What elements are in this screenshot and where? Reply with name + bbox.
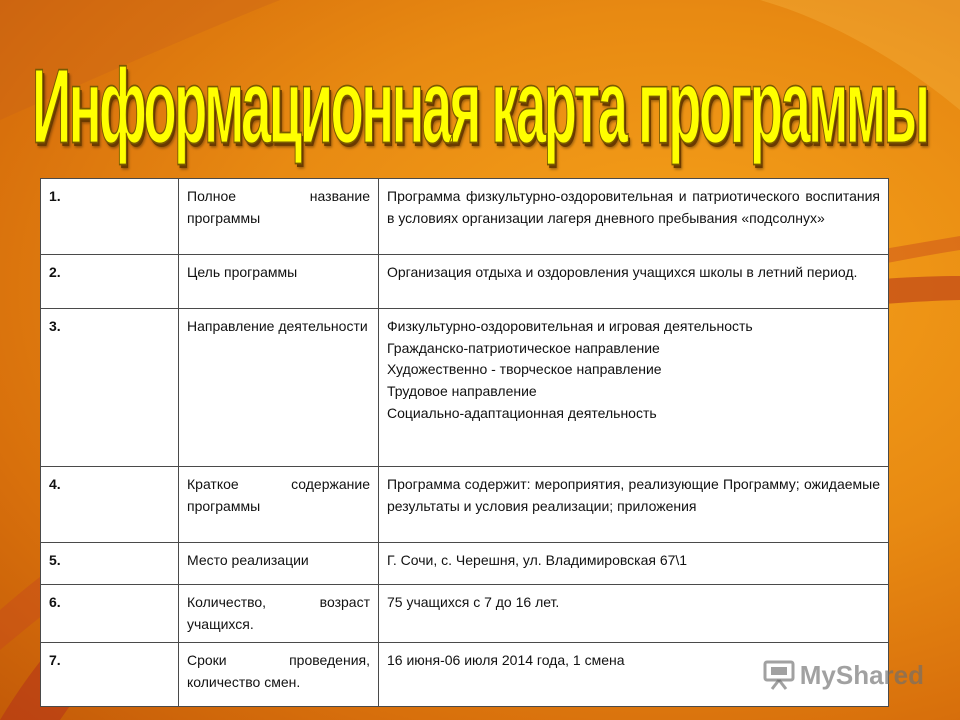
row-content <box>379 309 889 467</box>
row-label: Цель программы <box>179 255 379 309</box>
table-row <box>41 467 889 543</box>
table-row <box>41 309 889 467</box>
direction-item: Гражданско-патриотическое направление <box>387 339 660 356</box>
direction-item: Трудовое направление <box>387 383 537 400</box>
info-table <box>40 178 889 707</box>
row-label: Полное название программы <box>179 179 379 255</box>
table-row <box>41 585 889 643</box>
row-number: 6. <box>41 585 179 643</box>
direction-item: Физкультурно-оздоровительная и игровая деятельность <box>387 318 753 334</box>
title-area <box>0 42 960 172</box>
row-label: Направление деятельности <box>179 309 379 467</box>
row-content: Г. Сочи, с. Черешня, ул. Владимировская 67\1 <box>379 543 889 585</box>
row-number: 7. <box>41 643 179 707</box>
watermark-text: MyShared <box>799 659 924 690</box>
table-row <box>41 543 889 585</box>
row-label: Краткое содержание программы <box>179 467 379 543</box>
row-label: Сроки проведения, количество смен. <box>179 643 379 707</box>
direction-item: Художественно - творческое направление <box>387 361 662 378</box>
presentation-icon <box>762 658 796 692</box>
row-label: Место реализации <box>179 543 379 585</box>
watermark <box>762 658 924 692</box>
row-label: Количество, возраст учащихся. <box>179 585 379 643</box>
table-row <box>41 179 889 255</box>
row-content: Программа содержит: мероприятия, реализующие Программу; ожидаемые результаты и условия реализации; приложения <box>379 467 889 543</box>
row-number: 3. <box>41 309 179 467</box>
table-row <box>41 255 889 309</box>
direction-item: Социально-адаптационная деятельность <box>387 404 657 421</box>
row-content: Программа физкультурно-оздоровительная и патриотического воспитания в условиях организации лагеря дневного пребывания «подсолнух» <box>379 179 889 255</box>
row-content: Организация отдыха и оздоровления учащихся школы в летний период. <box>379 255 889 309</box>
row-number: 2. <box>41 255 179 309</box>
page-title: Информационная карта программы <box>32 48 928 166</box>
row-number: 1. <box>41 179 179 255</box>
row-content: 16 июня-06 июля 2014 года, 1 смена <box>379 643 889 707</box>
row-content: 75 учащихся с 7 до 16 лет. <box>379 585 889 643</box>
row-number: 4. <box>41 467 179 543</box>
row-number: 5. <box>41 543 179 585</box>
